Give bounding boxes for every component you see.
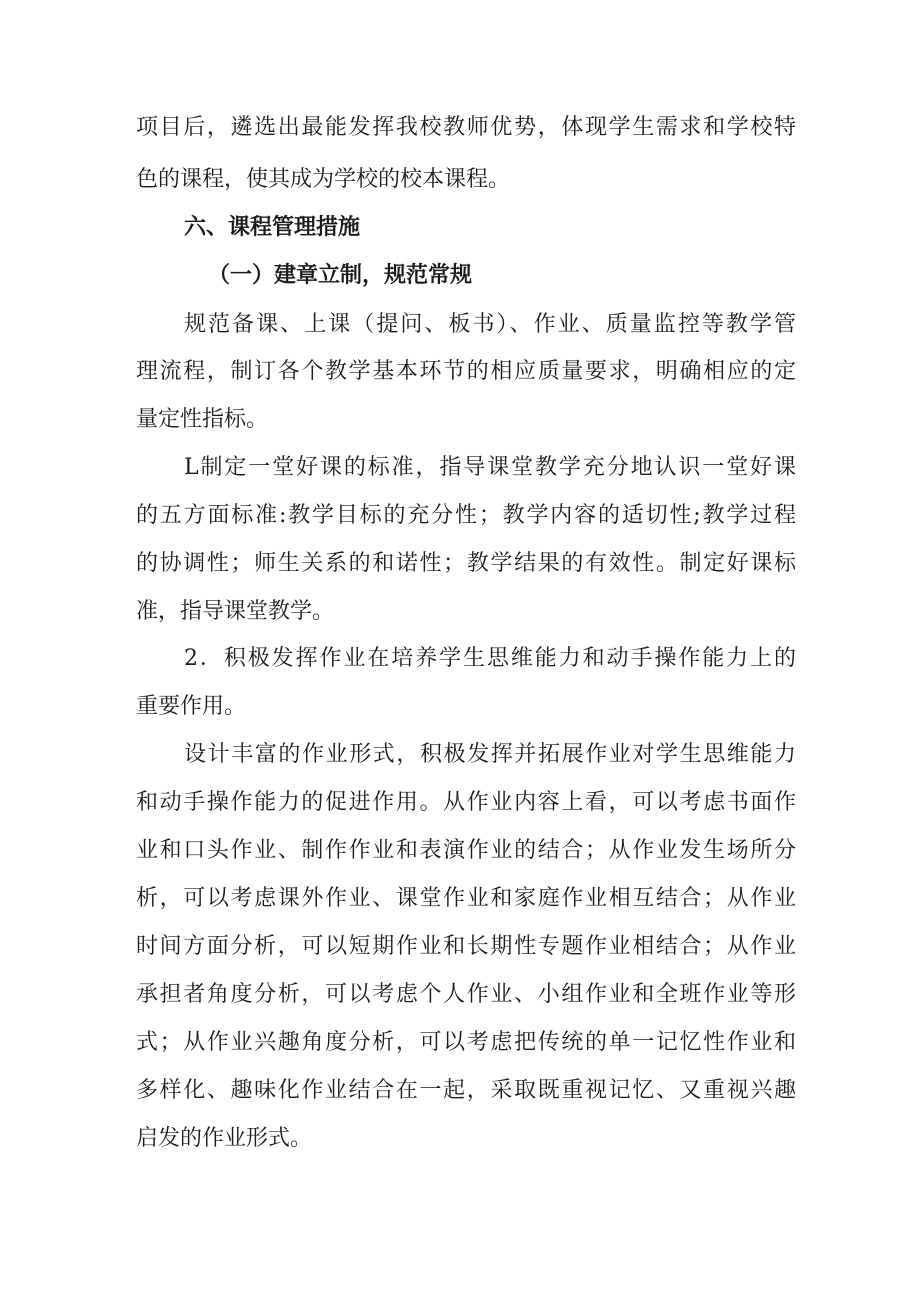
paragraph-line: 规范备课、上课（提问、板书）、作业、质量监控等教学管 bbox=[184, 312, 796, 337]
paragraph-line: 理流程，制订各个教学基本环节的相应质量要求，明确相应的定 bbox=[136, 359, 796, 384]
section-heading: 六、课程管理措施 bbox=[184, 214, 361, 240]
paragraph-line: 析，可以考虑课外作业、课堂作业和家庭作业相互结合；从作业 bbox=[136, 886, 796, 911]
list-item-line: 的五方面标准:教学目标的充分性；教学内容的适切性;教学过程 bbox=[136, 503, 796, 528]
list-item-line: L制定一堂好课的标准，指导课堂教学充分地认识一堂好课 bbox=[184, 455, 796, 480]
paragraph-line: 时间方面分析，可以短期作业和长期性专题作业相结合；从作业 bbox=[136, 934, 796, 959]
list-item-line: 准，指导课堂教学。 bbox=[136, 599, 335, 624]
paragraph-line: 多样化、趣味化作业结合在一起，采取既重视记忆、又重视兴趣 bbox=[136, 1078, 796, 1103]
list-item-line: 的协调性；师生关系的和诺性；教学结果的有效性。制定好课标 bbox=[136, 551, 796, 576]
paragraph-line: 启发的作业形式。 bbox=[136, 1126, 313, 1151]
paragraph-line: 和动手操作能力的促进作用。从作业内容上看，可以考虑书面作 bbox=[136, 790, 796, 815]
paragraph-line: 承担者角度分析，可以考虑个人作业、小组作业和全班作业等形 bbox=[136, 982, 796, 1007]
list-item-line: 重要作用。 bbox=[136, 694, 247, 719]
list-item-line: 2．积极发挥作业在培养学生思维能力和动手操作能力上的 bbox=[184, 646, 796, 671]
paragraph-line: 业和口头作业、制作作业和表演作业的结合；从作业发生场所分 bbox=[136, 838, 796, 863]
subsection-heading: （一）建章立制，规范常规 bbox=[208, 262, 473, 288]
paragraph-line: 量定性指标。 bbox=[136, 407, 269, 432]
paragraph-line: 项目后，遴选出最能发挥我校教师优势，体现学生需求和学校特 bbox=[136, 115, 796, 140]
paragraph-line: 设计丰富的作业形式，积极发挥并拓展作业对学生思维能力 bbox=[184, 742, 796, 767]
paragraph-line: 色的课程，使其成为学校的校本课程。 bbox=[136, 167, 511, 192]
paragraph-line: 式；从作业兴趣角度分析，可以考虑把传统的单一记忆性作业和 bbox=[136, 1030, 796, 1055]
